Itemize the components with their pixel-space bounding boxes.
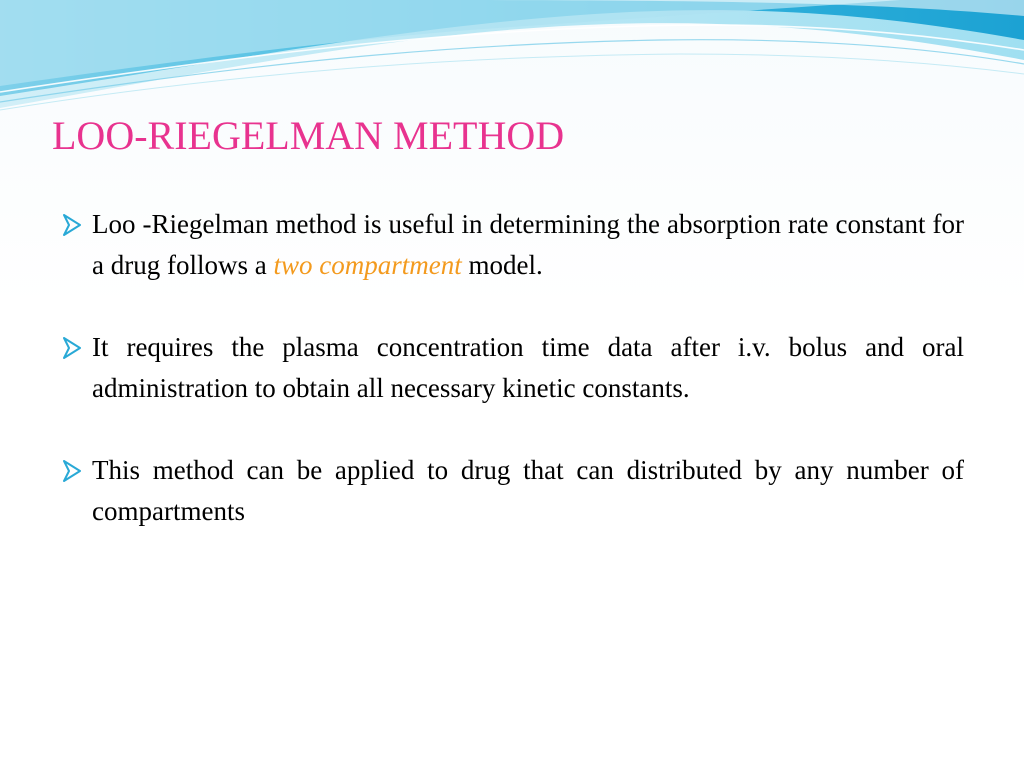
arrowhead-bullet-icon [62,337,82,359]
arrowhead-bullet-icon [62,460,82,482]
emphasis-text: two compartment [273,250,462,280]
arrowhead-bullet-icon [62,214,82,236]
bullet-text: Loo -Riegelman method is useful in determining the absorption rate constant for a drug follows a [92,209,964,280]
slide-title: LOO-RIEGELMAN METHOD [52,113,565,158]
bullet-item-3 [62,450,964,532]
bullet-text: This method can be applied to drug that can distributed by any number of compartments [92,455,964,526]
bullet-item-2 [62,327,964,409]
bullet-text: model. [461,250,543,280]
bullet-item-1 [62,204,964,286]
bullet-text: It requires the plasma concentration time data after i.v. bolus and oral administration to obtain all necessary kinetic constants. [92,332,964,403]
bullet-list [62,204,964,532]
header-wave-decoration [0,0,1024,120]
